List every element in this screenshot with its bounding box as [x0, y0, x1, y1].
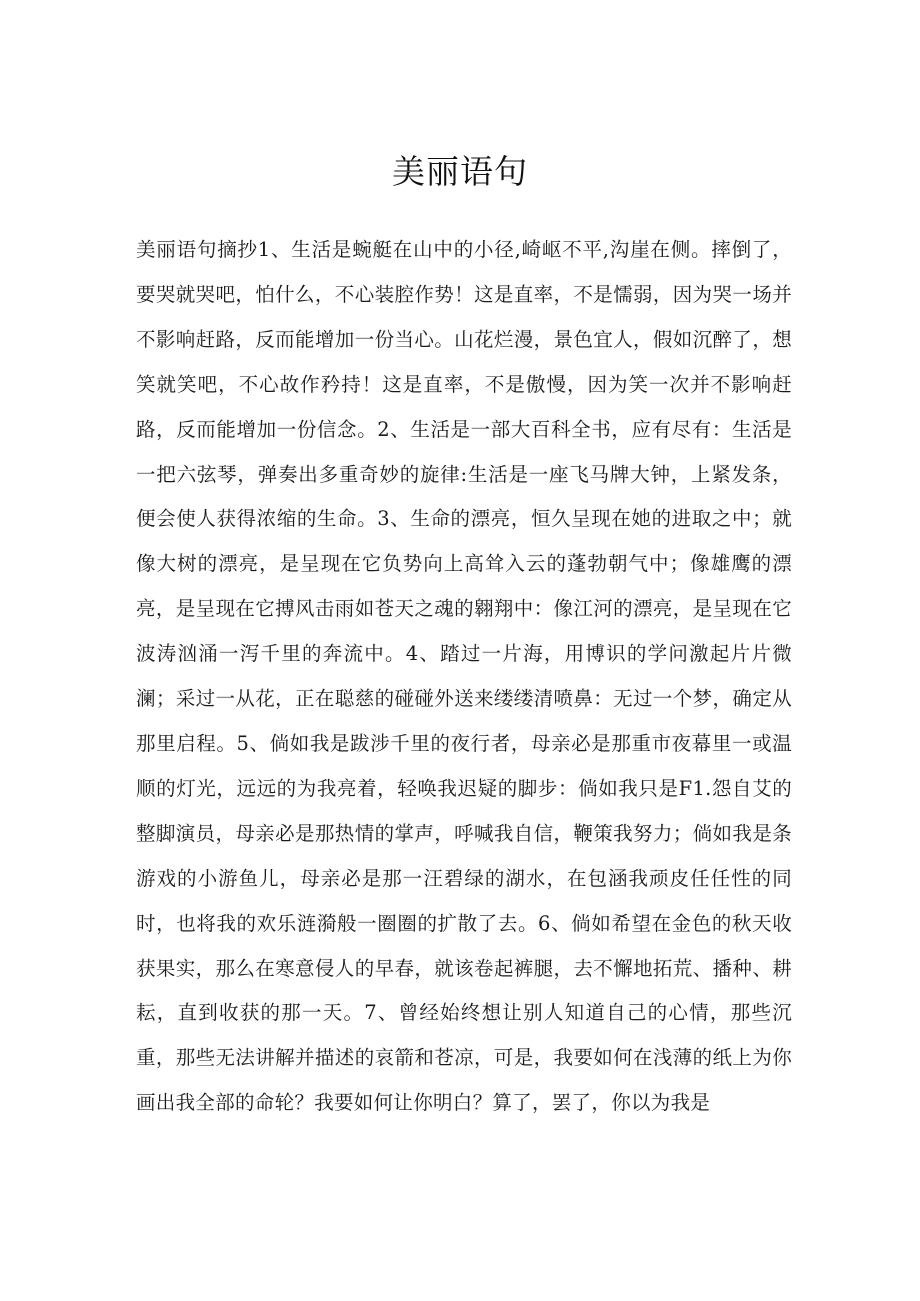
document-title: 美丽语句 [392, 152, 528, 191]
document-body-paragraph: 美丽语句摘抄1、生活是蜿艇在山中的小径,崎岖不平,沟崖在侧。摔倒了，要哭就哭吧，怕什么，不心装腔作势！这是直率，不是懦弱，因为哭一场并不影响赶路，反而能增加一份当心。山花烂漫，景色宜人，假如沉醉了，想笑就笑吧，不心故作矜持！这是直率，不是傲慢，因为笑一次并不影响赶路，反而能增加一份信念。2、生活是一部大百科全书，应有尽有：生活是一把六弦琴，弹奏出多重奇妙的旋律:生活是一座飞马牌大钟，上紧发条，便会使人获得浓缩的生命。3、生命的漂亮，恒久呈现在她的进取之中；就像大树的漂亮，是呈现在它负势向上高耸入云的蓬勃朝气中；像雄鹰的漂亮，是呈现在它搏风击雨如苍天之魂的翱翔中：像江河的漂亮，是呈现在它波涛汹涌一泻千里的奔流中。4、踏过一片海，用博识的学问激起片片微澜；采过一从花，正在聪慈的碰碰外送来缕缕清喷鼻：无过一个梦，确定从那里启程。5、倘如我是跋涉千里的夜行者，母亲必是那重市夜幕里一或温顺的灯光，远远的为我亮着，轻唤我迟疑的脚步：倘如我只是F1.怨自艾的整脚演员，母亲必是那热情的掌声，呼喊我自信，鞭策我努力；倘如我是条游戏的小游鱼儿，母亲必是那一汪碧绿的湖水，在包涵我顽皮任任性的同时，也将我的欢乐涟漪般一圈圈的扩散了去。6、倘如希望在金色的秋天收获果实，那么在寒意侵人的早春，就该卷起裤腿，去不懈地拓荒、播种、耕耘，直到收获的那一天。7、曾经始终想让别人知道自己的心情，那些沉重，那些无法讲解并描述的哀箭和苍凉，可是，我要如何在浅薄的纸上为你画出我全部的命轮？我要如何让你明白？算了，罢了，你以为我是 [136, 238, 792, 1115]
